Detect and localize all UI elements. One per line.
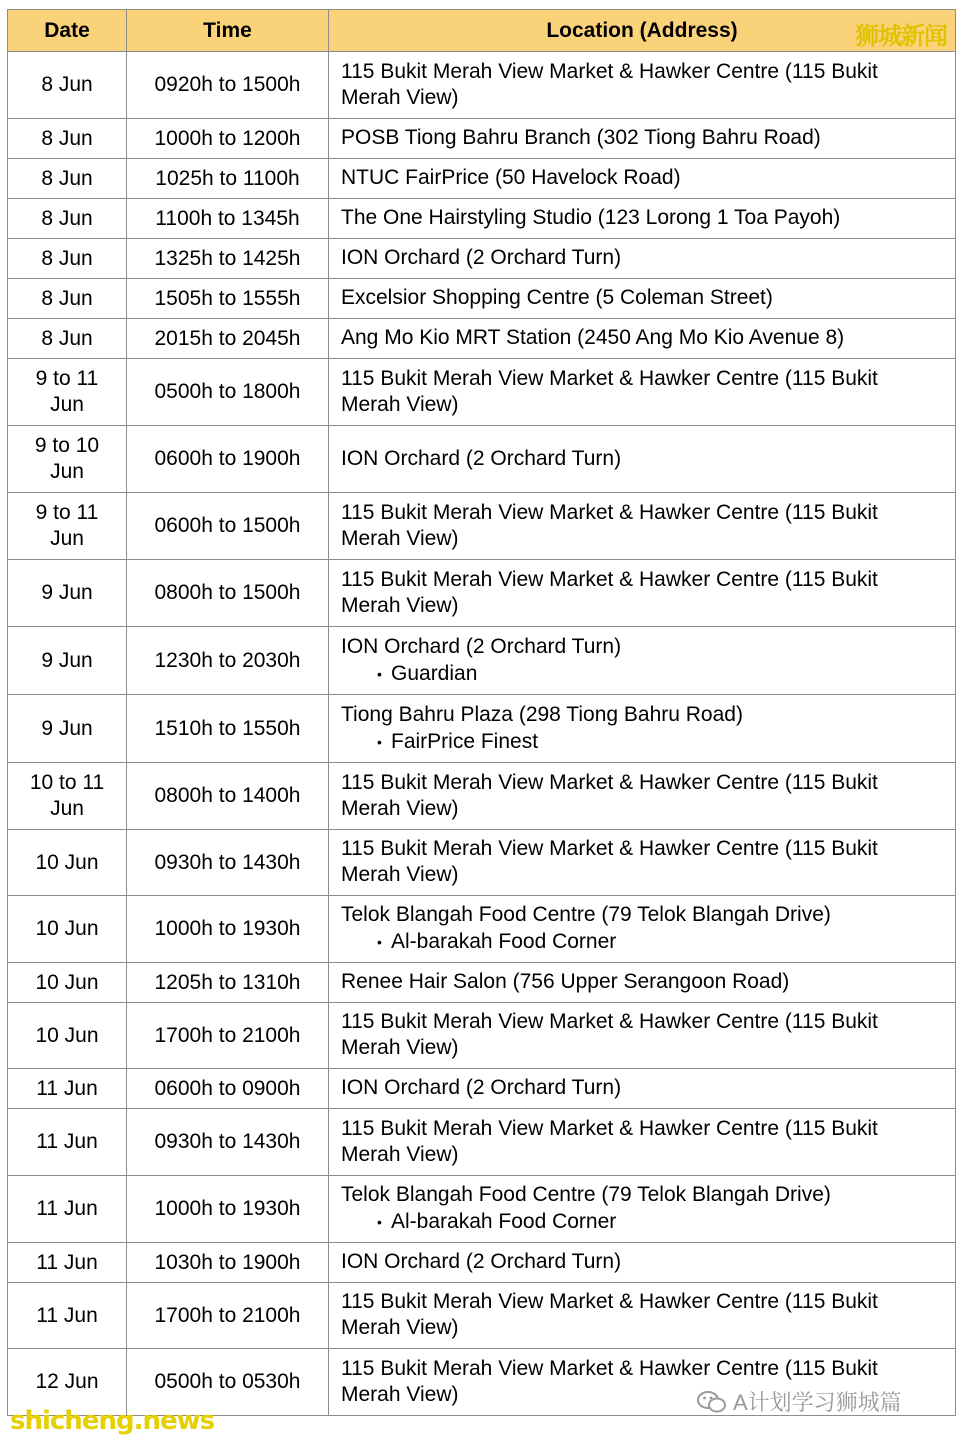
location-text: 115 Bukit Merah View Market & Hawker Centre (115 Bukit Merah View) [341, 366, 878, 416]
location-text: Telok Blangah Food Centre (79 Telok Blangah Drive) [341, 1183, 831, 1206]
wechat-icon [697, 1390, 727, 1414]
date-cell: 10 Jun [8, 896, 127, 963]
date-cell: 8 Jun [8, 199, 127, 239]
location-text: ION Orchard (2 Orchard Turn) [341, 634, 622, 658]
date-cell: 10 Jun [8, 830, 127, 896]
location-cell [329, 763, 956, 830]
location-text: Ang Mo Kio MRT Station (2450 Ang Mo Kio Avenue 8) [341, 326, 845, 349]
table-row [8, 279, 956, 319]
time-cell: 0600h to 1500h [127, 493, 329, 560]
watermark-account [697, 1386, 902, 1417]
location-cell [329, 830, 956, 896]
date-cell: 9 to 11 Jun [8, 359, 127, 426]
sub-item-label: Al-barakah Food Corner [391, 930, 617, 953]
table-row [8, 493, 956, 560]
location-cell [329, 319, 956, 359]
time-cell: 0600h to 1900h [127, 426, 329, 493]
table-row [8, 1243, 956, 1283]
sub-item-label: FairPrice Finest [391, 729, 539, 753]
header-location-label: Location (Address) [546, 18, 738, 42]
location-sub-item [341, 661, 943, 687]
time-cell: 1510h to 1550h [127, 695, 329, 763]
date-cell: 8 Jun [8, 319, 127, 359]
table-row [8, 426, 956, 493]
date-cell: 10 Jun [8, 1003, 127, 1069]
location-cell [329, 1283, 956, 1349]
location-text: 115 Bukit Merah View Market & Hawker Centre (115 Bukit Merah View) [341, 59, 878, 109]
time-cell: 1100h to 1345h [127, 199, 329, 239]
location-text: 115 Bukit Merah View Market & Hawker Centre (115 Bukit Merah View) [341, 1010, 878, 1059]
bullet-icon: • [377, 733, 382, 750]
location-cell [329, 1109, 956, 1176]
time-cell: 1700h to 2100h [127, 1003, 329, 1069]
location-cell [329, 119, 956, 159]
location-sub-item [341, 929, 943, 955]
location-text: 115 Bukit Merah View Market & Hawker Centre (115 Bukit Merah View) [341, 567, 878, 617]
location-text: Renee Hair Salon (756 Upper Serangoon Road) [341, 970, 790, 993]
location-text: Excelsior Shopping Centre (5 Coleman Street) [341, 286, 773, 309]
header-date: Date [8, 10, 127, 52]
location-cell [329, 359, 956, 426]
table-row [8, 1176, 956, 1243]
date-cell: 8 Jun [8, 52, 127, 119]
location-sub-item [341, 729, 943, 755]
table-row [8, 239, 956, 279]
location-cell [329, 493, 956, 560]
bullet-icon: • [377, 665, 382, 682]
table-row [8, 627, 956, 695]
location-cell [329, 1069, 956, 1109]
table-row [8, 1069, 956, 1109]
sub-item-label: Al-barakah Food Corner [391, 1210, 617, 1233]
header-row [8, 10, 956, 52]
time-cell: 1000h to 1930h [127, 896, 329, 963]
table-row [8, 359, 956, 426]
table-row [8, 52, 956, 119]
table-row [8, 1283, 956, 1349]
location-cell [329, 279, 956, 319]
date-cell: 11 Jun [8, 1069, 127, 1109]
date-cell: 8 Jun [8, 119, 127, 159]
time-cell: 1025h to 1100h [127, 159, 329, 199]
date-cell: 12 Jun [8, 1349, 127, 1416]
time-cell: 0800h to 1400h [127, 763, 329, 830]
time-cell: 0600h to 0900h [127, 1069, 329, 1109]
table-row [8, 963, 956, 1003]
table-row [8, 763, 956, 830]
time-cell: 1325h to 1425h [127, 239, 329, 279]
location-cell [329, 426, 956, 493]
location-text: ION Orchard (2 Orchard Turn) [341, 1250, 622, 1273]
location-cell [329, 159, 956, 199]
watermark-logo: 狮城新闻 [855, 23, 947, 50]
header-location [329, 10, 956, 52]
table-row [8, 896, 956, 963]
date-cell: 9 Jun [8, 627, 127, 695]
table-row [8, 560, 956, 627]
date-cell: 8 Jun [8, 279, 127, 319]
time-cell: 0920h to 1500h [127, 52, 329, 119]
table-row [8, 695, 956, 763]
location-text: 115 Bukit Merah View Market & Hawker Centre (115 Bukit Merah View) [341, 1290, 878, 1339]
date-cell: 11 Jun [8, 1176, 127, 1243]
time-cell: 2015h to 2045h [127, 319, 329, 359]
table-row [8, 1003, 956, 1069]
date-cell: 11 Jun [8, 1243, 127, 1283]
watermark-account-label: A计划学习狮城篇 [733, 1390, 902, 1415]
location-text: NTUC FairPrice (50 Havelock Road) [341, 166, 681, 189]
time-cell: 1030h to 1900h [127, 1243, 329, 1283]
date-cell: 11 Jun [8, 1109, 127, 1176]
table-row [8, 119, 956, 159]
location-text: ION Orchard (2 Orchard Turn) [341, 1076, 622, 1099]
time-cell: 1000h to 1200h [127, 119, 329, 159]
table-row [8, 199, 956, 239]
location-text: Telok Blangah Food Centre (79 Telok Blangah Drive) [341, 903, 831, 926]
location-text: ION Orchard (2 Orchard Turn) [341, 446, 622, 470]
location-text: 115 Bukit Merah View Market & Hawker Centre (115 Bukit Merah View) [341, 1356, 878, 1406]
date-cell: 9 to 10 Jun [8, 426, 127, 493]
date-cell: 9 Jun [8, 560, 127, 627]
time-cell: 0930h to 1430h [127, 830, 329, 896]
time-cell: 0500h to 0530h [127, 1349, 329, 1416]
location-cell [329, 560, 956, 627]
location-text: 115 Bukit Merah View Market & Hawker Centre (115 Bukit Merah View) [341, 770, 878, 820]
time-cell: 1230h to 2030h [127, 627, 329, 695]
location-cell [329, 896, 956, 963]
date-cell: 8 Jun [8, 239, 127, 279]
location-text: 115 Bukit Merah View Market & Hawker Centre (115 Bukit Merah View) [341, 1116, 878, 1166]
date-cell: 10 to 11 Jun [8, 763, 127, 830]
time-cell: 1700h to 2100h [127, 1283, 329, 1349]
table-body [8, 52, 956, 1416]
time-cell: 0500h to 1800h [127, 359, 329, 426]
location-cell [329, 627, 956, 695]
time-cell: 1205h to 1310h [127, 963, 329, 1003]
location-text: ION Orchard (2 Orchard Turn) [341, 246, 622, 269]
location-cell [329, 963, 956, 1003]
location-cell [329, 1003, 956, 1069]
locations-table [7, 9, 956, 1416]
location-text: 115 Bukit Merah View Market & Hawker Centre (115 Bukit Merah View) [341, 500, 878, 550]
sub-item-label: Guardian [391, 661, 478, 685]
location-cell [329, 199, 956, 239]
date-cell: 8 Jun [8, 159, 127, 199]
watermark-site: shicheng.news [10, 1406, 215, 1436]
bullet-icon: • [377, 934, 382, 950]
time-cell: 0800h to 1500h [127, 560, 329, 627]
table-row [8, 319, 956, 359]
location-sub-item [341, 1209, 943, 1235]
header-time: Time [127, 10, 329, 52]
location-cell [329, 1243, 956, 1283]
table-row [8, 1109, 956, 1176]
date-cell: 9 Jun [8, 695, 127, 763]
location-text: POSB Tiong Bahru Branch (302 Tiong Bahru Road) [341, 126, 821, 149]
location-cell [329, 52, 956, 119]
date-cell: 11 Jun [8, 1283, 127, 1349]
time-cell: 1000h to 1930h [127, 1176, 329, 1243]
location-cell [329, 695, 956, 763]
date-cell: 9 to 11 Jun [8, 493, 127, 560]
bullet-icon: • [377, 1214, 382, 1230]
location-cell [329, 1176, 956, 1243]
location-text: The One Hairstyling Studio (123 Lorong 1 Toa Payoh) [341, 206, 841, 229]
location-text: 115 Bukit Merah View Market & Hawker Centre (115 Bukit Merah View) [341, 837, 878, 886]
date-cell: 10 Jun [8, 963, 127, 1003]
time-cell: 1505h to 1555h [127, 279, 329, 319]
time-cell: 0930h to 1430h [127, 1109, 329, 1176]
location-cell [329, 239, 956, 279]
location-text: Tiong Bahru Plaza (298 Tiong Bahru Road) [341, 702, 743, 726]
table-row [8, 159, 956, 199]
table-row [8, 830, 956, 896]
